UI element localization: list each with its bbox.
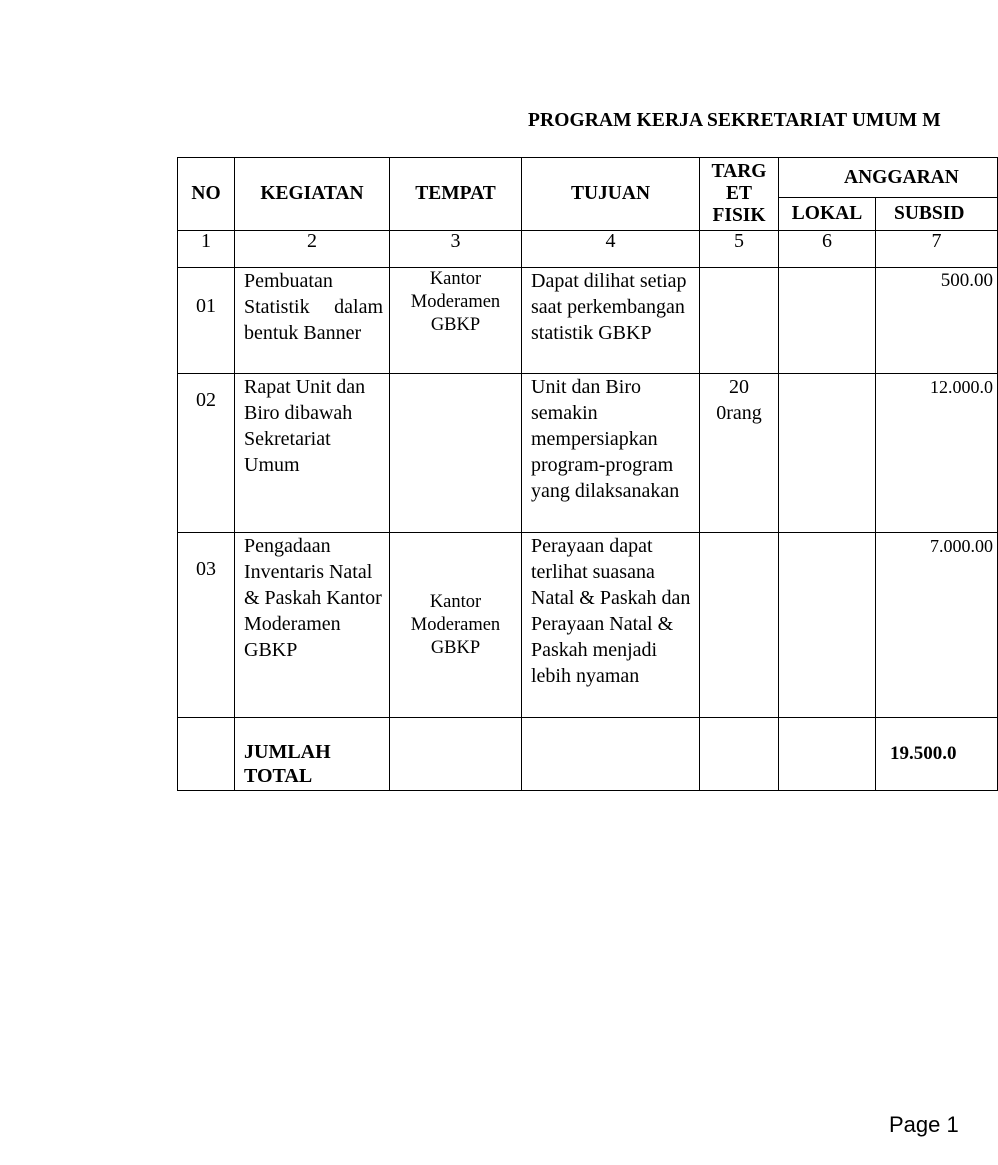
page-number: Page 1 [889, 1112, 959, 1137]
row-tujuan: Dapat dilihat setiap saat perkembangan statistik GBKP [522, 268, 700, 374]
row-target [700, 268, 779, 374]
row-no: 03 [178, 533, 235, 718]
table-row [178, 533, 998, 718]
column-number-row [178, 231, 998, 268]
column-number: 4 [522, 231, 700, 268]
total-tujuan [522, 718, 700, 791]
row-target: 20 0rang [700, 374, 779, 533]
total-subsidi: 19.500.0 [876, 718, 998, 791]
program-table [177, 157, 998, 791]
row-subsidi: 500.00 [876, 268, 998, 374]
row-subsidi: 12.000.0 [876, 374, 998, 533]
table-row [178, 268, 998, 374]
total-row [178, 718, 998, 791]
header-tujuan: TUJUAN [522, 158, 700, 231]
row-kegiatan: Pengadaan Inventaris Natal & Paskah Kantor Moderamen GBKP [235, 533, 390, 718]
row-lokal [779, 268, 876, 374]
table-row [178, 374, 998, 533]
row-subsidi: 7.000.00 [876, 533, 998, 718]
header-lokal: LOKAL [779, 198, 876, 231]
row-no: 01 [178, 268, 235, 374]
row-no: 02 [178, 374, 235, 533]
total-no [178, 718, 235, 791]
total-label: JUMLAH TOTAL [235, 718, 390, 791]
header-kegiatan: KEGIATAN [235, 158, 390, 231]
column-number: 3 [390, 231, 522, 268]
total-tempat [390, 718, 522, 791]
total-target [700, 718, 779, 791]
total-lokal [779, 718, 876, 791]
row-lokal [779, 533, 876, 718]
row-tujuan: Unit dan Biro semakin mempersiapkan program-program yang dilaksanakan [522, 374, 700, 533]
column-number: 1 [178, 231, 235, 268]
header-target-line2: ET [725, 183, 752, 204]
header-subsidi: SUBSID [876, 198, 998, 231]
header-target-line1: TARG [711, 161, 767, 182]
header-target-fisik [700, 158, 779, 231]
column-number: 6 [779, 231, 876, 268]
header-no: NO [178, 158, 235, 231]
header-row-top [178, 158, 998, 198]
row-lokal [779, 374, 876, 533]
header-target-line3: FISIK [712, 205, 766, 226]
column-number: 7 [876, 231, 998, 268]
column-number: 5 [700, 231, 779, 268]
row-tempat: Kantor Moderamen GBKP [390, 533, 522, 718]
row-kegiatan: Pembuatan Statistik dalam bentuk Banner [235, 268, 390, 374]
row-tempat: Kantor Moderamen GBKP [390, 268, 522, 374]
column-number: 2 [235, 231, 390, 268]
row-tujuan: Perayaan dapat terlihat suasana Natal & Paskah dan Perayaan Natal & Paskah menjadi lebih nyaman [522, 533, 700, 718]
document-title: PROGRAM KERJA SEKRETARIAT UMUM M [528, 110, 941, 131]
row-target [700, 533, 779, 718]
row-kegiatan: Rapat Unit dan Biro dibawah Sekretariat Umum [235, 374, 390, 533]
row-tempat [390, 374, 522, 533]
header-anggaran: ANGGARAN [779, 158, 998, 198]
header-tempat: TEMPAT [390, 158, 522, 231]
